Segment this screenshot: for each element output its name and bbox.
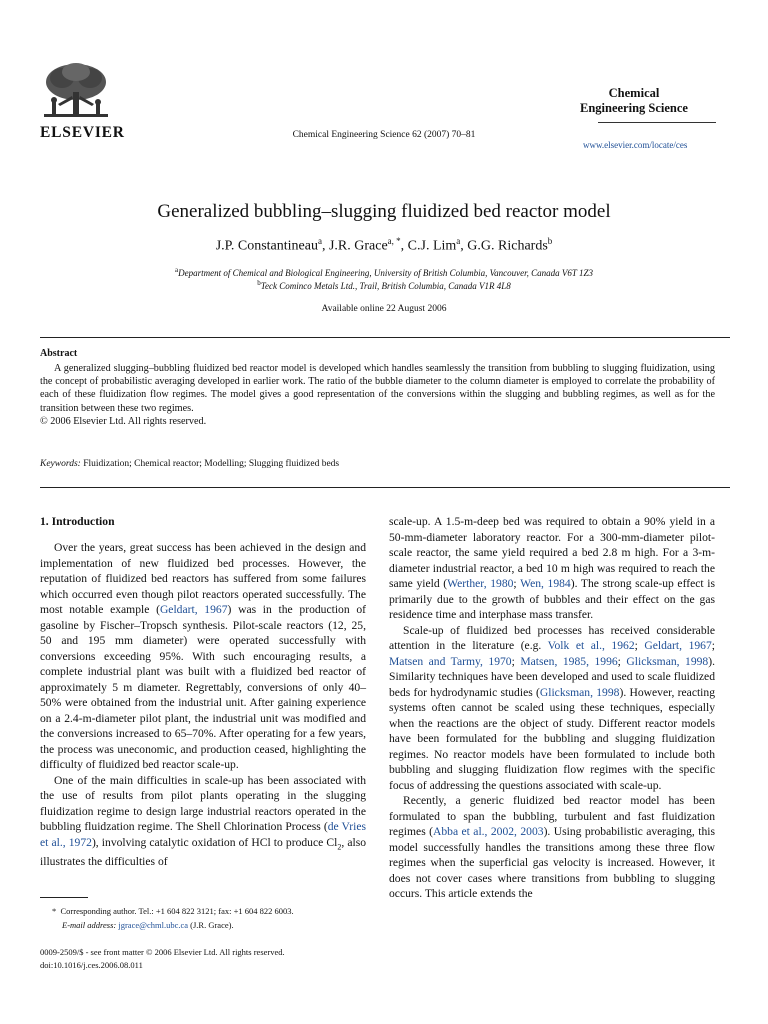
author-affiliation-mark: a — [317, 236, 322, 246]
abstract-body — [40, 362, 715, 428]
citation-link[interactable]: Geldart, 1967 — [644, 639, 712, 652]
affiliation-mark: b — [257, 279, 261, 287]
email-suffix: (J.R. Grace). — [190, 920, 234, 930]
author-affiliation-mark: a — [456, 236, 461, 246]
corresponding-author-note — [52, 906, 294, 916]
journal-name-line2: Engineering Science — [580, 101, 688, 115]
email-note — [62, 920, 234, 930]
body-paragraph: Scale-up of fluidized bed processes has received considerable attention in the literature (e.g. Volk et al., 1962; Geldart, 1967; Matsen and Tarmy, 1970; Matsen, 1985, 1996; Glicksman, 1998). Similarity techniques have been developed and used to scale fluidized beds for hydrodynamic studies (Glicksman, 1998). However, reacting systems often cannot be scaled using these techniques, especially when the reactions are the object of study. Different reactor models have been formulated for the bubbling and slugging fluidization regimes. No reactor models have been formulated to include both bubbling and slugging fluidization flow regimes with the specific focus of addressing the questions associated with scale-up. — [389, 623, 715, 792]
author-list: J.P. Constantineau$^a$, J.R. Grace$^{a, *}$, C.J. Lim$^a$, G.G. Richards$^b$ — [215, 236, 553, 254]
abstract-copyright: © 2006 Elsevier Ltd. All rights reserved. — [40, 415, 207, 427]
affiliation-b — [0, 279, 768, 291]
front-matter-notice: 0009-2509/$ - see front matter © 2006 Elsevier Ltd. All rights reserved. — [40, 947, 285, 957]
keywords — [40, 459, 339, 469]
doi: doi:10.1016/j.ces.2006.08.011 — [40, 960, 143, 970]
body-paragraph: Over the years, great success has been achieved in the design and implementation of new fluidized bed processes. However, the reputation of fluidized bed reactors has suffered from some failures which occurred even though pilot reactors operated successfully. The most notable example (Geldart, 1967) was in the production of gasoline by Fischer–Tropsch synthesis. Pilot-scale reactors (12, 25, 50 and 195 mm diameter) were operated successfully with conversions exceeding 95%. With such encouraging results, a complete industrial plant was built with a fluidized bed reactor of approximately 5 m diameter. Regrettably, conversions of only 40–50% were obtained from the industrial unit. After gaining experience on a 2.4-m-diameter pilot plant, the industrial unit was modified and the conversions increased to 65–70%. After operating for a few years, the process was uneconomic, and production ceased, highlighting the difficulty of fluidized bed reactor scale-up. — [40, 541, 367, 771]
body-paragraph: One of the main difficulties in scale-up has been associated with the use of results from pilot plants operating in the slugging fluidization regime to design large industrial reactors operated in the bubbling fluidzation regime. The Shell Chlorination Process (de Vries et al., 1972), involving catalytic oxidation of HCl to produce $Cl_2$, also illustrates the difficulties of — [40, 773, 367, 869]
citation-link[interactable]: Geldart, 1967 — [159, 603, 228, 616]
article-title: Generalized bubbling–slugging fluidized bed reactor model — [157, 201, 611, 222]
journal-name-line1: Chemical — [608, 86, 660, 100]
journal-name — [554, 86, 714, 116]
keywords-label: Keywords: — [40, 459, 81, 469]
footnote-mark: * — [52, 906, 57, 916]
citation-link[interactable]: Glicksman, 1998 — [626, 654, 709, 668]
author-affiliation-mark: a, * — [387, 236, 401, 246]
citation-link[interactable]: Volk et al., 1962 — [547, 639, 635, 652]
author-name: J.R. Grace — [328, 238, 388, 254]
abstract-text: A generalized slugging–bubbling fluidized bed reactor model is developed which handles seamlessly the transition from bubbling to slugging fluidization, using the concept of probabilistic averaging developed in earlier work. The ratio of the bubble diameter to the column diameter is employed to correlate the probability of each of these fluidization flow regimes. The model gives a good representation of the conversions within the slugging and bubbling regimes, as well as for the transition between these two regimes. — [40, 363, 715, 414]
footnote-contact: Corresponding author. Tel.: +1 604 822 3121; fax: +1 604 822 6003. — [60, 906, 294, 916]
citation-link[interactable]: Abba et al., 2002, 2003 — [432, 825, 544, 838]
affiliation-mark: a — [175, 266, 179, 274]
affiliation-text: Teck Cominco Metals Ltd., Trail, British Columbia, Canada V1R 4L8 — [260, 281, 511, 291]
citation-link[interactable]: Werther, 1980 — [447, 577, 514, 590]
section-heading-introduction: 1. Introduction — [40, 515, 115, 528]
affiliation-text: Department of Chemical and Biological Engineering, University of British Columbia, Vancouver, Canada V6T 1Z3 — [178, 268, 593, 278]
author-name: G.G. Richards — [467, 238, 548, 254]
body-paragraph: Recently, a generic fluidized bed reactor model has been formulated to span the bubbling, turbulent and fast fluidization regimes (Abba et al., 2002, 2003). Using probabilistic averaging, this model successfully handles the transitions among these three flow regimes when the superficial gas velocity is increased. However, it does not cover cases where transitions from bubbling to slugging occurs. This article extends the — [389, 794, 715, 900]
journal-citation: Chemical Engineering Science 62 (2007) 70–81 — [292, 130, 476, 140]
right-column — [389, 514, 715, 902]
author-name: C.J. Lim — [407, 238, 457, 254]
citation-link[interactable]: de Vries et al., 1972 — [40, 820, 366, 849]
body-paragraph: scale-up. A 1.5-m-deep bed was required to obtain a 90% yield in a 50-mm-diameter laboratory reactor. For a 300-mm-diameter pilot-scale reactor, the same yield required a bed 2.8 m high. For a 3-m-diameter industrial reactor, a bed 10 m high was required to reach the same yield (Werther, 1980; Wen, 1984). The strong scale-up effect is primarily due to the growth of bubbles and their effect on the gas residence time and interphase mass transfer. — [389, 515, 715, 621]
email-label: E-mail address: — [62, 920, 117, 930]
keywords-text: Fluidization; Chemical reactor; Modelling; Slugging fluidized beds — [83, 459, 340, 469]
abstract-top-rule — [40, 337, 730, 338]
author-name: J.P. Constantineau — [215, 238, 318, 254]
citation-link[interactable]: Matsen, 1985, 1996 — [520, 654, 618, 668]
citation-link[interactable]: Wen, 1984 — [520, 577, 571, 590]
citation-link[interactable]: Glicksman, 1998 — [539, 685, 620, 699]
journal-url-link[interactable]: www.elsevier.com/locate/ces — [583, 140, 688, 150]
affiliation-a — [0, 266, 768, 278]
abstract-heading: Abstract — [40, 348, 78, 359]
subscript: 2 — [337, 841, 342, 851]
available-online-date: Available online 22 August 2006 — [321, 304, 447, 314]
citation-link[interactable]: Matsen and Tarmy, 1970 — [389, 654, 512, 668]
publisher-name: ELSEVIER — [40, 124, 125, 141]
abstract-bottom-rule — [40, 487, 730, 488]
author-affiliation-mark: b — [547, 236, 553, 246]
header-divider — [598, 122, 716, 123]
footnote-rule — [40, 897, 88, 898]
email-link[interactable]: jgrace@chml.ubc.ca — [118, 920, 189, 930]
elsevier-tree-logo — [38, 62, 114, 120]
left-column — [40, 540, 366, 870]
